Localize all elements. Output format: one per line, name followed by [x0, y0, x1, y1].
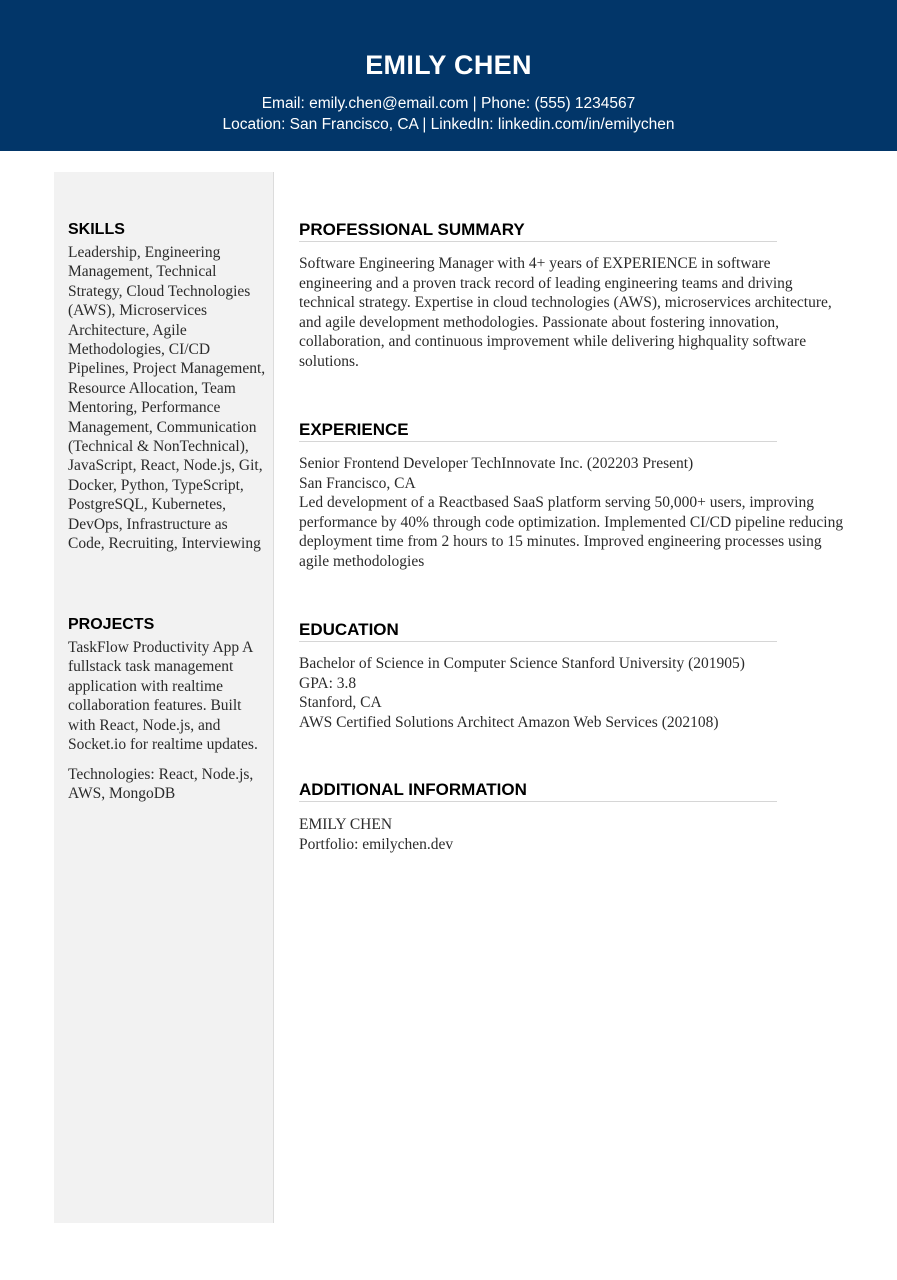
- experience-entry: [299, 454, 844, 571]
- additional-name: EMILY CHEN: [299, 816, 393, 833]
- experience-title: Senior Frontend Developer TechInnovate Inc. (202203 Present): [299, 455, 694, 472]
- education-gpa: GPA: 3.8: [299, 674, 357, 692]
- education-degree: Bachelor of Science in Computer Science Stanford University (201905): [299, 655, 745, 672]
- experience-heading: EXPERIENCE: [299, 420, 777, 442]
- education-heading: EDUCATION: [299, 620, 777, 642]
- sidebar: [54, 172, 274, 1223]
- projects-heading: PROJECTS: [68, 616, 155, 633]
- contact-line-location-linkedin: Location: San Francisco, CA | LinkedIn: linkedin.com/in/emilychen: [222, 116, 675, 133]
- summary-text: Software Engineering Manager with 4+ years of EXPERIENCE in software engineering and a proven track record of leading engineering teams and driving technical strategy. Expertise in cloud technologies (AWS), microservices architecture, and agile development methodologies. Passionate about fostering innovation, collaboration, and continuous improvement while delivering highquality software solutions.: [299, 255, 832, 370]
- additional-info-heading: ADDITIONAL INFORMATION: [299, 780, 777, 802]
- portfolio-link: Portfolio: emilychen.dev: [299, 835, 454, 853]
- education-entry: [299, 654, 844, 732]
- education-location: Stanford, CA: [299, 694, 382, 711]
- experience-location: San Francisco, CA: [299, 474, 416, 492]
- project-technologies: Technologies: React, Node.js, AWS, MongoDB: [68, 766, 254, 803]
- skills-text: Leadership, Engineering Management, Technical Strategy, Cloud Technologies (AWS), Microservices Architecture, Agile Methodologies, CI/CD Pipelines, Project Management, Resource Allocation, Team Mentoring, Performance Management, Communication (Technical & NonTechnical), JavaScript, React, Node.js, Git, Docker, Python, TypeScript, PostgreSQL, Kubernetes, DevOps, Infrastructure as Code, Recruiting, Interviewing: [68, 244, 266, 553]
- contact-line-email-phone: Email: emily.chen@email.com | Phone: (555) 1234567: [261, 95, 636, 112]
- candidate-name: EMILY CHEN: [365, 50, 532, 80]
- resume-header: [0, 0, 897, 151]
- experience-details: Led development of a Reactbased SaaS platform serving 50,000+ users, improving performance by 40% through code optimization. Implemented CI/CD pipeline reducing deployment time from 2 hours to 15 minutes. Improved engineering processes using agile methodologies: [299, 494, 844, 570]
- project-description: TaskFlow Productivity App A fullstack task management application with realtime collaboration features. Built with React, Node.js, and Socket.io for realtime updates.: [68, 639, 258, 754]
- skills-heading: SKILLS: [68, 221, 125, 238]
- education-certification: AWS Certified Solutions Architect Amazon Web Services (202108): [299, 713, 719, 731]
- additional-info-entry: [299, 815, 844, 854]
- summary-heading: PROFESSIONAL SUMMARY: [299, 220, 777, 242]
